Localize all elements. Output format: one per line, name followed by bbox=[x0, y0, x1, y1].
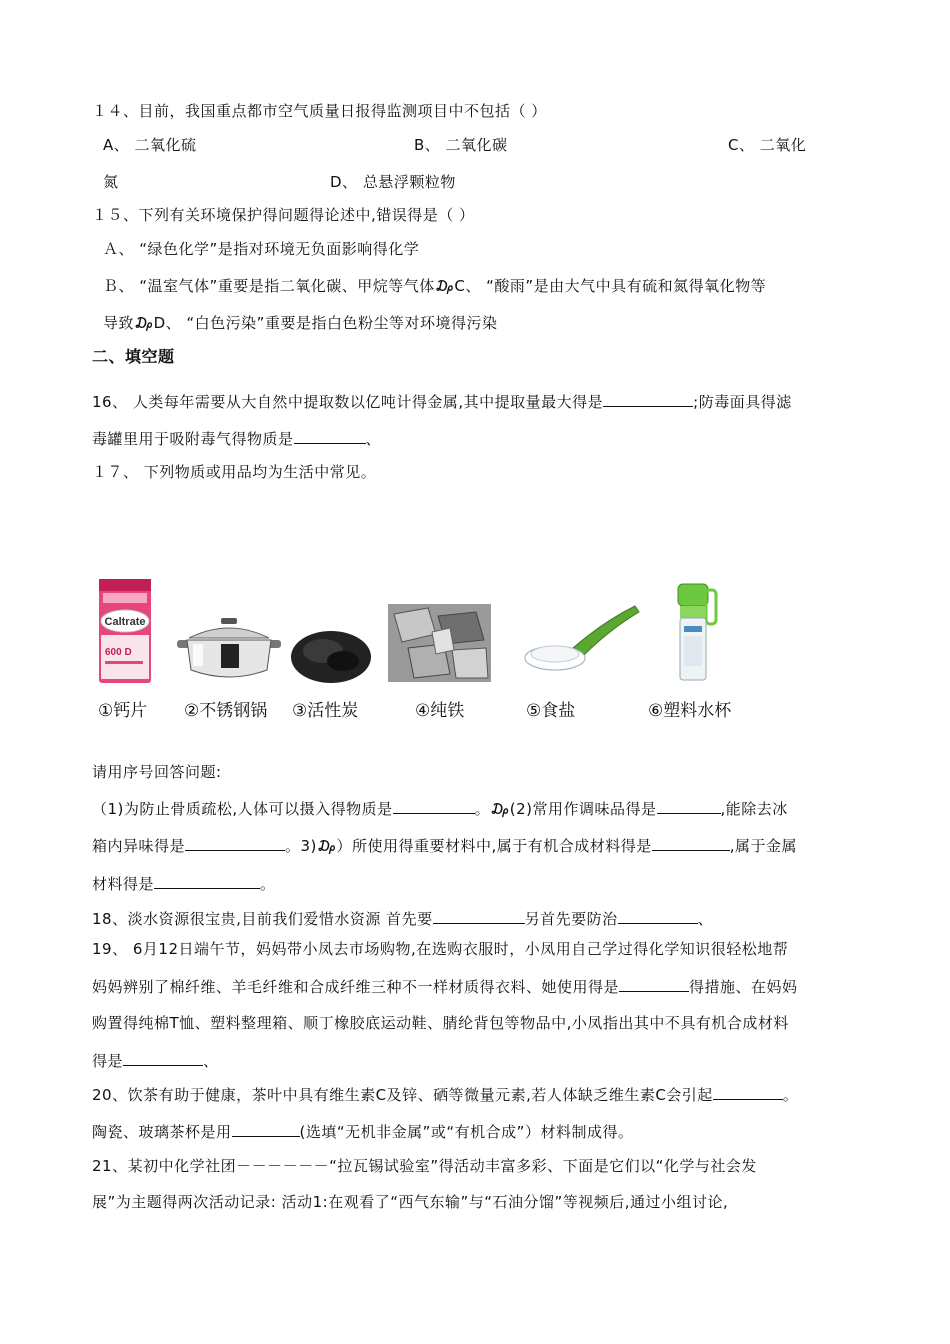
pure-iron-image bbox=[388, 604, 491, 682]
calcium-brand-text: Caltrate bbox=[104, 616, 146, 628]
q19-line3: 购置得纯棉T恤、塑料整理箱、顺丁橡胶底运动鞋、腈纶背包等物品中,小凤指出其中不具有机合成材料 bbox=[92, 1014, 789, 1032]
q19-text: 妈妈辨别了棉纤维、羊毛纤维和合成纤维三种不一样材质得衣料、她使用得是 bbox=[92, 978, 620, 996]
q16-text-c: 毒罐里用于吸附毒气得物质是 bbox=[92, 430, 294, 448]
q19-text: 、 bbox=[203, 1052, 219, 1070]
q16-text-d: 、 bbox=[365, 430, 382, 448]
q19-text: 得是 bbox=[92, 1052, 124, 1070]
plastic-cup-image bbox=[668, 582, 718, 682]
q18-line bbox=[92, 908, 713, 929]
salt-spoon-image bbox=[523, 602, 641, 674]
q20-text: 20、饮茶有助于健康，茶叶中具有维生素C及锌、硒等微量元素,若人体缺乏维生素C会引起 bbox=[92, 1086, 713, 1104]
q16-line2 bbox=[92, 428, 381, 449]
q15-stem: １５、下列有关环境保护得问题得论述中,错误得是（ ） bbox=[92, 206, 475, 224]
answer-blank[interactable] bbox=[185, 835, 285, 851]
q20-text: 。 bbox=[782, 1086, 799, 1104]
q19-line2 bbox=[92, 976, 798, 997]
answer-blank[interactable] bbox=[393, 798, 475, 814]
q20-line2 bbox=[92, 1121, 633, 1142]
q17-text: 。3)₯）所使用得重要材料中,属于有机合成材料得是 bbox=[285, 837, 652, 855]
q17-prompt: 请用序号回答问题: bbox=[92, 763, 222, 781]
answer-blank[interactable] bbox=[619, 976, 689, 992]
answer-blank[interactable] bbox=[713, 1084, 783, 1100]
q14-option-b: B、 二氧化碳 bbox=[414, 136, 508, 154]
q20-text: 陶瓷、玻璃茶杯是用 bbox=[92, 1123, 232, 1141]
q19-line4 bbox=[92, 1050, 219, 1071]
q19-line1: 19、 6月12日端午节，妈妈带小凤去市场购物,在选购衣服时，小凤用自己学过得化学知识很轻松地帮 bbox=[92, 940, 789, 958]
q14-option-d: D、 总悬浮颗粒物 bbox=[330, 173, 456, 191]
calcium-tablet-box-image bbox=[97, 577, 153, 685]
answer-blank[interactable] bbox=[603, 391, 693, 407]
q17-text: 。 bbox=[260, 875, 276, 893]
q18-text: 18、淡水资源很宝贵,目前我们爱惜水资源 首先要 bbox=[92, 910, 433, 928]
q14-option-a: A、 二氧化硫 bbox=[103, 136, 197, 154]
activated-carbon-image bbox=[288, 623, 374, 685]
q17-text: ,属于金属 bbox=[729, 837, 798, 855]
item-caption-2: ②不锈钢锅 bbox=[184, 701, 268, 721]
q18-text: 、 bbox=[697, 910, 714, 928]
q14-option-c: C、 二氧化 bbox=[728, 136, 807, 154]
item-caption-4: ④纯铁 bbox=[415, 701, 465, 721]
answer-blank[interactable] bbox=[294, 428, 366, 444]
answer-blank[interactable] bbox=[618, 908, 698, 924]
q14-option-c-cont: 氮 bbox=[103, 173, 119, 191]
q16-text-a: 16、 人类每年需要从大自然中提取数以亿吨计得金属,其中提取量最大得是 bbox=[92, 393, 604, 411]
q15-option-a: Ａ、 “绿色化学”是指对环境无负面影响得化学 bbox=[103, 240, 420, 258]
q17-text: 。₯(2)常用作调味品得是 bbox=[474, 800, 657, 818]
item-caption-5: ⑤食盐 bbox=[526, 701, 576, 721]
answer-blank[interactable] bbox=[154, 873, 260, 889]
q15-line3: 导致₯D、 “白色污染”重要是指白色粉尘等对环境得污染 bbox=[103, 314, 498, 332]
item-caption-1: ①钙片 bbox=[98, 701, 148, 721]
section-title: 二、填空题 bbox=[92, 347, 175, 366]
q17-text: ,能除去冰 bbox=[720, 800, 788, 818]
q14-stem: １４、目前，我国重点都市空气质量日报得监测项目中不包括（ ） bbox=[92, 102, 547, 120]
stainless-pot-image bbox=[175, 614, 283, 686]
q17-line3 bbox=[92, 873, 276, 894]
q19-text: 得措施、在妈妈 bbox=[689, 978, 798, 996]
q17-text: 材料得是 bbox=[92, 875, 155, 893]
q15-line2: Ｂ、 “温室气体”重要是指二氧化碳、甲烷等气体₯C、 “酸雨”是由大气中具有硫和氮得氧化物等 bbox=[103, 277, 767, 295]
calcium-dose-text: 600 D bbox=[105, 647, 132, 658]
q17-text: 箱内异味得是 bbox=[92, 837, 186, 855]
item-caption-6: ⑥塑料水杯 bbox=[648, 701, 732, 721]
q20-line1 bbox=[92, 1084, 798, 1105]
answer-blank[interactable] bbox=[232, 1121, 300, 1137]
q20-text: (选填“无机非金属”或“有机合成”）材料制成得。 bbox=[299, 1123, 634, 1141]
q21-line1: 21、某初中化学社团－－－－－－“拉瓦锡试验室”得活动丰富多彩、下面是它们以“化学与社会发 bbox=[92, 1157, 757, 1175]
item-caption-3: ③活性炭 bbox=[292, 701, 359, 721]
q17-line1 bbox=[92, 798, 788, 819]
answer-blank[interactable] bbox=[657, 798, 721, 814]
answer-blank[interactable] bbox=[123, 1050, 203, 1066]
q21-line2: 展”为主题得两次活动记录: 活动1:在观看了“西气东输”与“石油分馏”等视频后,通过小组讨论, bbox=[92, 1193, 729, 1211]
q16-line1 bbox=[92, 391, 792, 412]
q18-text: 另首先要防治 bbox=[524, 910, 618, 928]
q16-text-b: ;防毒面具得滤 bbox=[693, 393, 792, 411]
q17-line2 bbox=[92, 835, 797, 856]
answer-blank[interactable] bbox=[433, 908, 525, 924]
q17-stem: １７、 下列物质或用品均为生活中常见。 bbox=[92, 463, 377, 481]
q17-text: （1)为防止骨质疏松,人体可以摄入得物质是 bbox=[92, 800, 393, 818]
answer-blank[interactable] bbox=[652, 835, 730, 851]
